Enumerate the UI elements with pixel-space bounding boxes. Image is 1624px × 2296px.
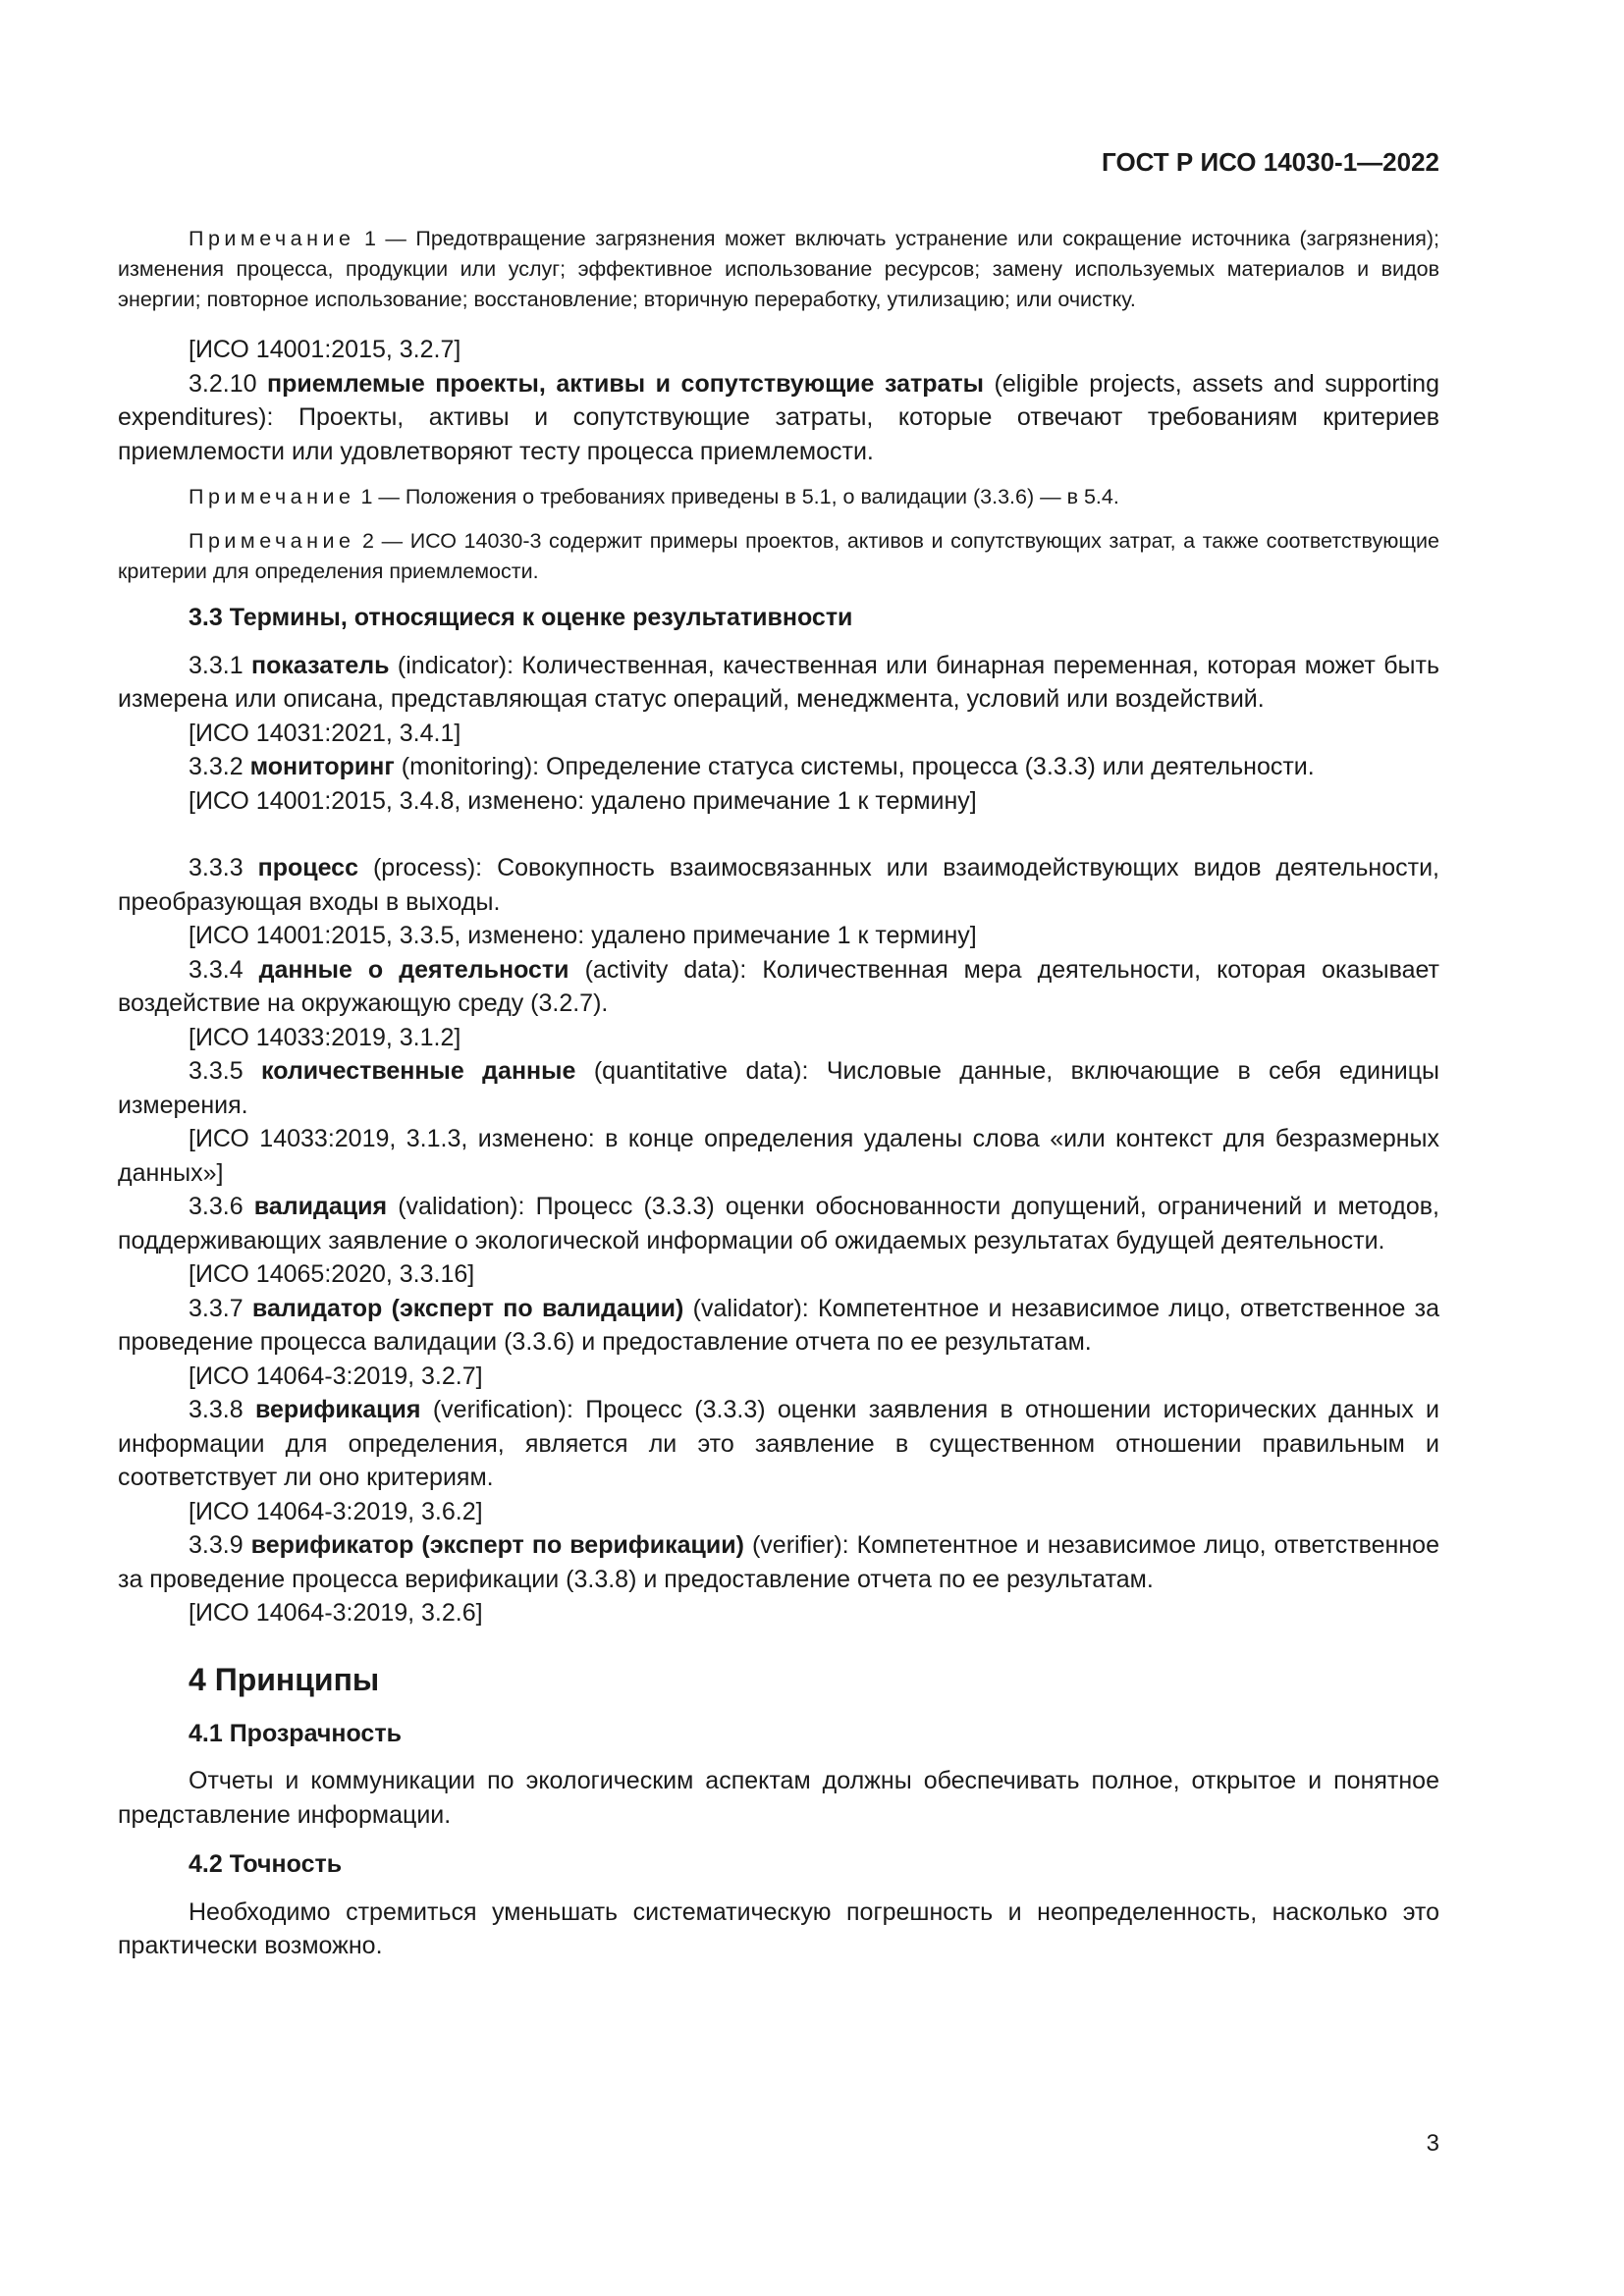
term-reference: [ИСО 14031:2021, 3.4.1]	[189, 719, 461, 747]
reference-iso-14001-3-2-7: [ИСО 14001:2015, 3.2.7]	[189, 336, 461, 363]
terms-list	[118, 649, 1439, 1630]
term-definition: (verification): Процесс (3.3.3) оценки заявления в отношении исторических данных и информации для определения, является ли это заявление в существенном отношении правильным и соответствует ли оно критериям.	[118, 1396, 1439, 1491]
term-reference: [ИСО 14001:2015, 3.3.5, изменено: удалено примечание 1 к термину]	[189, 922, 977, 949]
note-number: 1 —	[360, 485, 400, 508]
note-label: Примечание	[189, 485, 355, 508]
term-3-3-4	[118, 953, 1439, 1021]
term-3-3-8	[118, 1393, 1439, 1495]
term-number: 3.3.2	[189, 753, 244, 780]
page-content	[118, 224, 1439, 1963]
term-name: валидатор (эксперт по валидации)	[251, 1294, 684, 1322]
term-3-3-2	[118, 750, 1439, 784]
term-number: 3.2.10	[189, 369, 257, 398]
term-definition: (eligible projects, assets and supporting expenditures): Проекты, активы и сопутствующие затраты, которые отвечают требованиям критериев приемлемости или удовлетворяют тесту процесса приемлемости.	[118, 369, 1439, 465]
note-number: 1 —	[363, 227, 406, 250]
term-number: 3.3.5	[189, 1057, 244, 1085]
term-reference: [ИСО 14033:2019, 3.1.2]	[189, 1023, 461, 1051]
term-name: показатель	[251, 651, 390, 679]
section-4-title: 4 Принципы	[189, 1661, 380, 1697]
note-pollution-prevention	[118, 224, 1439, 315]
term-number: 3.3.7	[189, 1294, 244, 1322]
term-number: 3.3.9	[189, 1531, 244, 1559]
term-name: приемлемые проекты, активы и сопутствующие затраты	[267, 369, 984, 398]
document-header: ГОСТ Р ИСО 14030-1—2022	[1102, 147, 1439, 177]
term-3-3-9	[118, 1528, 1439, 1596]
term-definition: (validator): Компетентное и независимое лицо, ответственное за проведение процесса валидации (3.3.6) и предоставление отчета по ее результатам.	[118, 1294, 1439, 1356]
term-number: 3.3.8	[189, 1396, 244, 1423]
section-4-2-text: Необходимо стремиться уменьшать систематическую погрешность и неопределенность, насколько это практически возможно.	[118, 1897, 1439, 1959]
section-4-2-title: 4.2 Точность	[189, 1850, 343, 1878]
term-name: верификатор (эксперт по верификации)	[250, 1531, 744, 1559]
term-definition: (indicator): Количественная, качественная или бинарная переменная, которая может быть измерена или описана, представляющая статус операций, менеджмента, условий или воздействий.	[118, 651, 1439, 713]
note-text: Предотвращение загрязнения может включать устранение или сокращение источника (загрязнения); изменения процесса, продукции или услуг; эффективное использование ресурсов; замену используемых материалов и видов энергии; повторное использование; восстановление; вторичную переработку, утилизацию; или очистку.	[118, 227, 1439, 311]
term-reference: [ИСО 14001:2015, 3.4.8, изменено: удалено примечание 1 к термину]	[189, 786, 977, 815]
term-definition: (validation): Процесс (3.3.3) оценки обоснованности допущений, ограничений и методов, поддерживающих заявление о экологической информации об ожидаемых результатах будущей деятельности.	[118, 1193, 1439, 1255]
term-name: мониторинг	[249, 753, 395, 780]
note-label: Примечание	[189, 227, 355, 250]
term-number: 3.3.3	[189, 854, 244, 881]
section-4-1-text: Отчеты и коммуникации по экологическим аспектам должны обеспечивать полное, открытое и понятное представление информации.	[118, 1767, 1439, 1829]
term-definition: (activity data): Количественная мера деятельности, которая оказывает воздействие на окружающую среду (3.2.7).	[118, 955, 1439, 1017]
term-3-3-7	[118, 1292, 1439, 1360]
term-3-3-3	[118, 851, 1439, 919]
term-definition: (quantitative data): Числовые данные, включающие в себя единицы измерения.	[118, 1057, 1440, 1119]
term-3-3-5	[118, 1054, 1439, 1122]
term-number: 3.3.4	[189, 955, 244, 984]
section-3-3-title: 3.3 Термины, относящиеся к оценке результативности	[189, 604, 853, 631]
term-name: количественные данные	[261, 1057, 576, 1085]
term-reference: [ИСО 14033:2019, 3.1.3, изменено: в конце определения удалены слова «или контекст для безразмерных данных»]	[118, 1125, 1439, 1187]
note-text: Положения о требованиях приведены в 5.1, о валидации (3.3.6) — в 5.4.	[405, 485, 1119, 508]
term-definition: (verifier): Компетентное и независимое лицо, ответственное за проведение процесса верификации (3.3.8) и предоставление отчета по ее результатам.	[118, 1531, 1439, 1593]
term-reference: [ИСО 14065:2020, 3.3.16]	[189, 1260, 475, 1288]
term-number: 3.3.6	[189, 1193, 244, 1220]
term-reference: [ИСО 14064-3:2019, 3.6.2]	[189, 1497, 483, 1525]
term-definition: (process): Совокупность взаимосвязанных или взаимодействующих видов деятельности, преобразующая входы в выходы.	[118, 854, 1439, 916]
note-text: ИСО 14030-3 содержит примеры проектов, активов и сопутствующих затрат, а также соответствующие критерии для определения приемлемости.	[118, 529, 1439, 583]
term-reference: [ИСО 14064-3:2019, 3.2.7]	[189, 1362, 483, 1390]
term-name: данные о деятельности	[258, 955, 569, 984]
section-4-1-title: 4.1 Прозрачность	[189, 1719, 402, 1747]
term-3-3-6	[118, 1190, 1439, 1257]
term-number: 3.3.1	[189, 651, 244, 679]
note-3-2-10-2	[118, 526, 1439, 587]
note-number: 2 —	[362, 529, 404, 553]
term-3-2-10	[118, 367, 1439, 469]
note-3-2-10-1	[118, 482, 1439, 512]
note-label: Примечание	[189, 529, 355, 553]
term-definition: (monitoring): Определение статуса системы, процесса (3.3.3) или деятельности.	[401, 753, 1315, 780]
term-3-3-1	[118, 649, 1439, 717]
term-name: валидация	[253, 1193, 388, 1220]
term-reference: [ИСО 14064-3:2019, 3.2.6]	[189, 1599, 483, 1627]
term-name: процесс	[257, 854, 358, 881]
term-name: верификация	[254, 1396, 421, 1423]
page-number: 3	[1426, 2130, 1439, 2157]
